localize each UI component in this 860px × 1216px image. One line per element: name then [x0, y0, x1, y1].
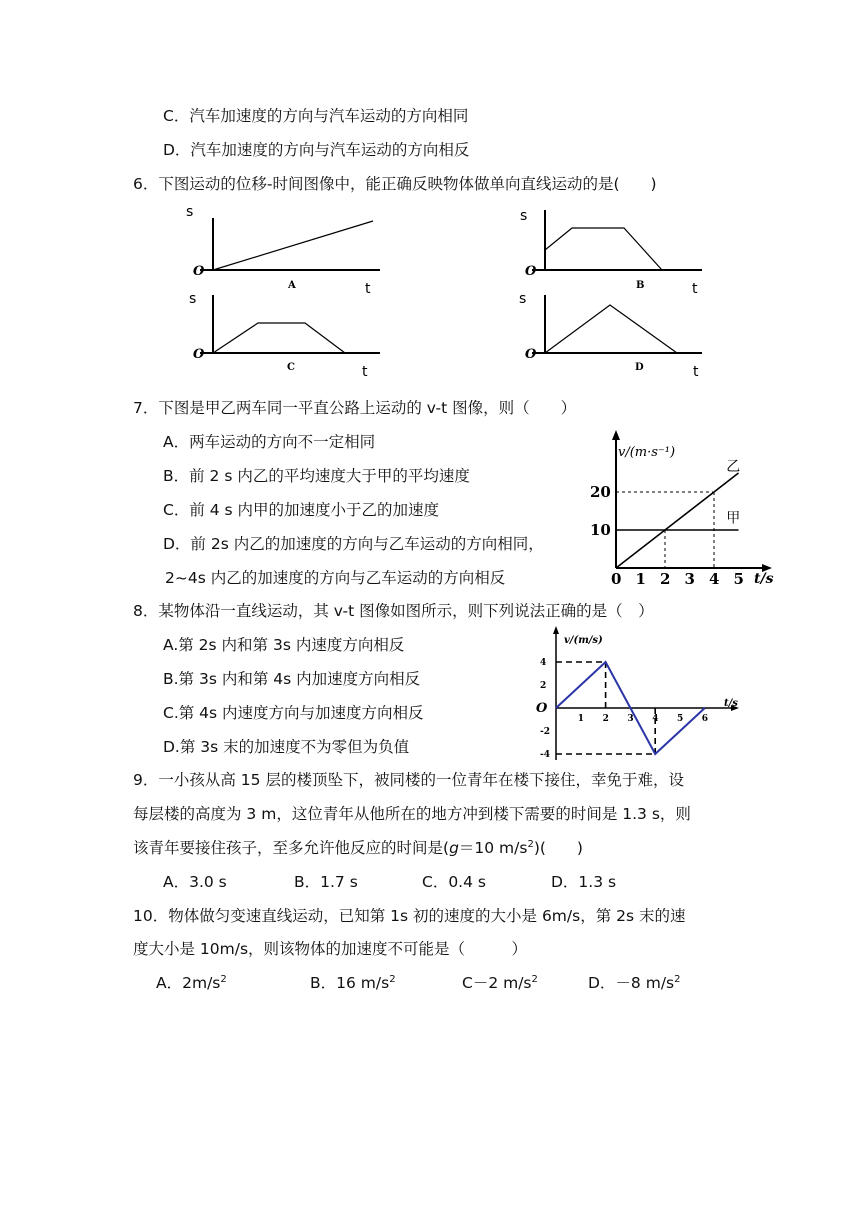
- q7-stem: 7．下图是甲乙两车同一平直公路上运动的 v-t 图像，则（ ）: [133, 399, 577, 417]
- q7-option-c: C．前 4 s 内甲的加速度小于乙的加速度: [163, 501, 440, 519]
- q7-x-tick: 1: [635, 570, 646, 588]
- q9-g-symbol: g: [449, 839, 459, 857]
- q6-c-origin: O: [193, 347, 205, 362]
- q6-a-s-label: s: [186, 204, 194, 220]
- q6-graph-d: [512, 283, 712, 383]
- q8-option-d: D.第 3s 末的加速度不为零但为负值: [163, 738, 410, 756]
- q10-option-c: [462, 973, 538, 993]
- q6-d-s-label: s: [519, 291, 527, 307]
- q8-x-tick: 2: [602, 714, 609, 724]
- q10-option-d: [588, 973, 681, 993]
- q10-option-d-text: D．－8 m/s: [588, 974, 675, 992]
- q7-x-tick: 5: [733, 570, 744, 588]
- q7-vt-chart: [590, 436, 776, 588]
- q5-option-c: C．汽车加速度的方向与汽车运动的方向相同: [163, 107, 469, 125]
- q9-option-b: B．1.7 s: [294, 873, 358, 891]
- q7-x-tick: 2: [660, 570, 671, 588]
- q8-y-tick: -2: [540, 727, 550, 737]
- q9-line-1: 9．一小孩从高 15 层的楼顶坠下，被同楼的一位青年在楼下接住，幸免于难，设: [133, 771, 684, 789]
- q7-x-axis-label: t/s: [754, 571, 774, 587]
- q8-y-tick: 2: [540, 681, 547, 691]
- q7-option-b: B．前 2 s 内乙的平均速度大于甲的平均速度: [163, 467, 470, 485]
- q7-x-tick: 0: [611, 570, 622, 588]
- q6-a-origin: O: [193, 264, 205, 279]
- q9-sup: 2: [527, 839, 534, 850]
- q8-x-tick: 5: [677, 714, 684, 724]
- q10-option-c-text: C－2 m/s: [462, 974, 532, 992]
- q7-series-yi-line: [616, 473, 739, 568]
- q10-option-c-sup: 2: [531, 974, 538, 985]
- q9-line-3: [133, 838, 583, 858]
- q9-line-3-a: 该青年要接住孩子，至多允许他反应的时间是(: [133, 839, 450, 857]
- q7-y-tick: 20: [590, 483, 611, 501]
- q10-option-a-sup: 2: [220, 974, 227, 985]
- q6-d-origin: O: [525, 347, 537, 362]
- q7-series-jia-name: 甲: [726, 510, 741, 527]
- q6-b-t-label: t: [692, 281, 698, 297]
- q8-option-b: B.第 3s 内和第 4s 内加速度方向相反: [163, 670, 421, 688]
- q8-y-axis-label: v/(m/s): [564, 635, 603, 646]
- q9-line-2: 每层楼的高度为 3 m，这位青年从他所在的地方冲到楼下需要的时间是 1.3 s，则: [133, 805, 691, 823]
- q6-a-t-label: t: [365, 281, 371, 297]
- q8-option-a: A.第 2s 内和第 3s 内速度方向相反: [163, 636, 405, 654]
- q6-c-s-label: s: [189, 291, 197, 307]
- q7-y-axis-label: v/(m·s⁻¹): [618, 445, 676, 460]
- q10-option-b-text: B．16 m/s: [310, 974, 390, 992]
- q8-x-tick: 4: [652, 714, 659, 724]
- q7-x-tick: 4: [709, 570, 720, 588]
- q8-vt-chart: [534, 630, 744, 765]
- q9-option-d: D．1.3 s: [551, 873, 617, 891]
- q10-option-b: [310, 973, 396, 993]
- q8-x-tick: 6: [701, 714, 709, 724]
- q6-d-t-label: t: [693, 364, 699, 380]
- q8-origin: O: [536, 701, 548, 716]
- q7-option-a: A．两车运动的方向不一定相同: [163, 433, 376, 451]
- q10-option-a: [156, 973, 227, 993]
- q10-option-a-text: A．2m/s: [156, 974, 221, 992]
- q7-series-yi-name: 乙: [726, 459, 741, 476]
- q10-option-b-sup: 2: [389, 974, 396, 985]
- q7-option-d-cont: 2~4s 内乙的加速度的方向与乙车运动的方向相反: [165, 569, 506, 587]
- q8-y-tick: -4: [540, 750, 550, 760]
- q10-line-1: 10．物体做匀变速直线运动，已知第 1s 初的速度的大小是 6m/s，第 2s 末的速: [133, 907, 686, 925]
- q8-x-tick: 1: [577, 714, 585, 724]
- q6-b-s-label: s: [520, 208, 528, 224]
- q8-x-tick: 3: [627, 714, 634, 724]
- q6-graph-c: [180, 283, 380, 383]
- q6-b-origin: O: [525, 264, 537, 279]
- q7-option-d: D．前 2s 内乙的加速度的方向与乙车运动的方向相同，: [163, 535, 544, 553]
- q9-option-a: A．3.0 s: [163, 873, 227, 891]
- q8-option-c: C.第 4s 内速度方向与加速度方向相反: [163, 704, 424, 722]
- q7-x-tick: 3: [684, 570, 695, 588]
- q6-c-label: C: [287, 362, 295, 373]
- q6-a-label: A: [288, 280, 296, 291]
- q5-option-d: D．汽车加速度的方向与汽车运动的方向相反: [163, 141, 470, 159]
- q6-d-label: D: [635, 362, 644, 373]
- q9-line-3-b: ＝10 m/s: [458, 839, 528, 857]
- q8-x-axis-label: t/s: [724, 698, 738, 709]
- q6-b-label: B: [636, 280, 645, 291]
- q8-y-tick: 4: [540, 658, 547, 668]
- q9-line-3-c: )( ): [533, 839, 583, 857]
- q6-stem: 6．下图运动的位移-时间图像中，能正确反映物体做单向直线运动的是( ): [133, 175, 657, 193]
- q6-c-t-label: t: [362, 364, 368, 380]
- q9-option-c: C．0.4 s: [422, 873, 486, 891]
- q10-line-2: 度大小是 10m/s，则该物体的加速度不可能是（ ）: [133, 940, 528, 958]
- q8-stem: 8．某物体沿一直线运动，其 v-t 图像如图所示，则下列说法正确的是（ ）: [133, 602, 654, 620]
- q10-option-d-sup: 2: [674, 974, 681, 985]
- q7-y-tick: 10: [590, 521, 611, 539]
